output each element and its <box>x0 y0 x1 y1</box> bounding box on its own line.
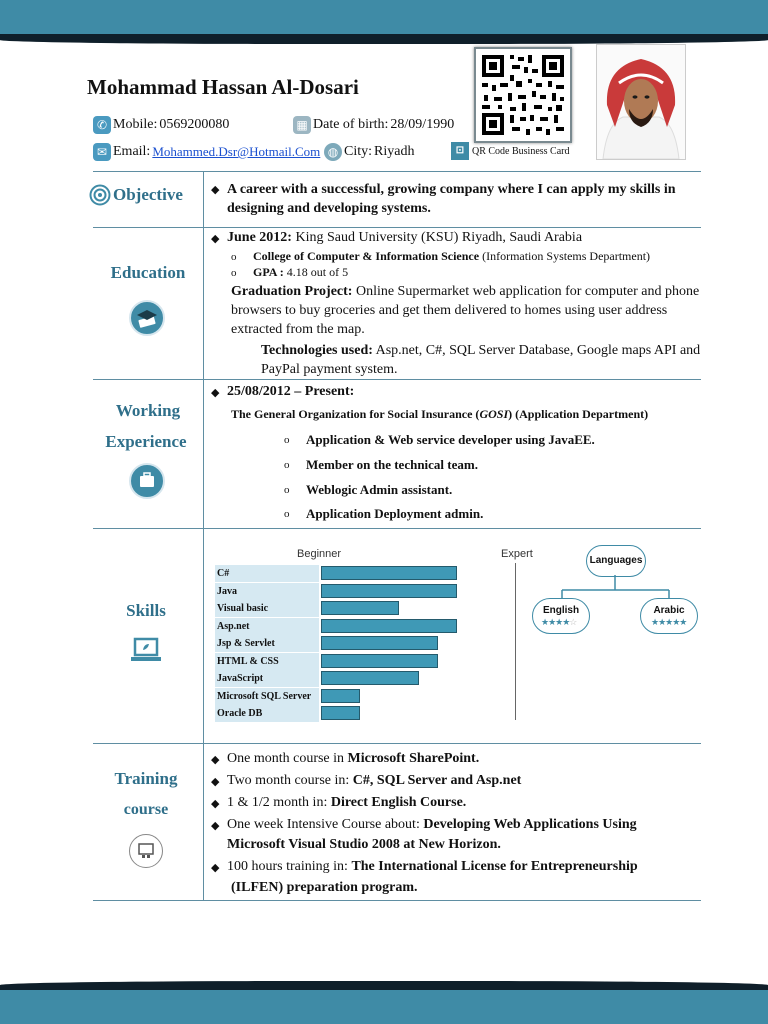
presentation-icon <box>129 834 163 868</box>
globe-icon: ◍ <box>324 143 342 161</box>
graduation-project-text: Online Supermarket web application for computer and phone browsers to buy groceries and get them delivered to homes using user address extracted from the map. <box>231 284 700 337</box>
experience-org-dept: ) (Application Department) <box>508 407 649 421</box>
technologies-label: Technologies used: <box>261 343 373 358</box>
training-item <box>227 793 466 812</box>
training-item-text: Two month course in: <box>227 773 353 788</box>
language-english <box>532 598 590 634</box>
skill-bar <box>321 671 419 685</box>
experience-item: Member on the technical team. <box>306 457 478 472</box>
bullet-diamond: ◆ <box>211 776 220 788</box>
email-row <box>93 143 320 161</box>
calendar-icon: ▦ <box>293 116 311 134</box>
divider <box>93 743 701 744</box>
divider-vertical <box>203 743 204 900</box>
bullet-circle: o <box>231 267 237 279</box>
dob-value: 28/09/1990 <box>390 117 455 132</box>
training-item-bold: Microsoft SharePoint. <box>347 751 480 766</box>
axis-label-beginner: Beginner <box>297 548 342 560</box>
bullet-diamond: ◆ <box>211 184 220 196</box>
graduation-project <box>231 282 703 339</box>
skill-label: Microsoft SQL Server <box>215 688 319 705</box>
laptop-icon <box>130 636 162 669</box>
experience-org-abbr: GOSI <box>479 407 509 421</box>
technologies-used <box>261 341 701 379</box>
target-icon <box>89 184 111 206</box>
phone-icon: ✆ <box>93 116 111 134</box>
skill-label: C# <box>215 565 319 582</box>
education-gpa-value: 4.18 out of 5 <box>286 265 349 279</box>
training-item-text: 1 & 1/2 month in: <box>227 795 331 810</box>
person-name: Mohammad Hassan Al-Dosari <box>87 75 359 99</box>
qr-caption <box>451 142 570 160</box>
bullet-diamond: ◆ <box>211 387 220 399</box>
rating-stars-arabic: ★★★★★ <box>651 617 687 627</box>
divider-vertical <box>203 379 204 528</box>
bullet-circle: o <box>284 508 290 520</box>
dob-row <box>293 116 454 134</box>
training-item-continued: (ILFEN) preparation program. <box>231 880 418 895</box>
language-name: English <box>542 605 580 616</box>
objective-heading <box>89 184 183 206</box>
qr-code-icon <box>476 49 570 141</box>
training-title-1: Training <box>114 769 178 788</box>
person-photo-icon <box>597 45 685 159</box>
mail-icon: ✉ <box>93 143 111 161</box>
skill-label: Visual basic <box>215 600 319 617</box>
experience-item: Application & Web service developer using JavaEE. <box>306 432 595 447</box>
bullet-circle: o <box>284 434 290 446</box>
skill-bar <box>321 584 457 598</box>
skill-label: HTML & CSS <box>215 653 319 670</box>
skill-label: Asp.net <box>215 618 319 635</box>
bullet-diamond: ◆ <box>211 754 220 766</box>
qr-scan-icon: ⊡ <box>451 142 469 160</box>
training-title-2: course <box>123 801 169 818</box>
bullet-circle: o <box>231 251 237 263</box>
experience-org <box>231 405 648 424</box>
divider <box>93 528 701 529</box>
experience-item: Application Deployment admin. <box>306 506 484 521</box>
axis-expert-line <box>515 563 516 720</box>
top-band <box>0 0 768 34</box>
training-item-text: One month course in <box>227 751 348 766</box>
graduation-cap-icon <box>129 300 165 336</box>
language-name: Arabic <box>653 605 685 616</box>
skill-label: Oracle DB <box>215 705 319 722</box>
training-item-text: One week Intensive Course about: <box>227 817 424 832</box>
education-date-line <box>227 228 582 247</box>
divider <box>93 900 701 901</box>
education-gpa-line <box>253 263 348 282</box>
language-arabic <box>640 598 698 634</box>
experience-item: Weblogic Admin assistant. <box>306 482 453 497</box>
skill-bar <box>321 689 360 703</box>
skill-label: JavaScript <box>215 670 319 687</box>
training-item <box>227 771 521 790</box>
skills-title: Skills <box>126 601 166 620</box>
education-college: College of Computer & Information Science <box>253 249 480 263</box>
dob-label: Date of birth: <box>313 117 389 132</box>
divider <box>93 171 701 172</box>
training-item-bold: Direct English Course. <box>330 795 467 810</box>
mobile-label: Mobile: <box>113 117 158 132</box>
mobile-value: 0569200080 <box>159 117 230 132</box>
education-department: (Information Systems Department) <box>479 249 651 263</box>
bottom-band <box>0 990 768 1024</box>
education-title: Education <box>110 263 186 282</box>
bullet-diamond: ◆ <box>211 862 220 874</box>
email-link[interactable]: Mohammed.Dsr@Hotmail.Com <box>152 144 321 159</box>
profile-photo <box>596 44 686 160</box>
qr-code <box>474 47 572 143</box>
qr-caption-text: QR Code Business Card <box>472 145 570 157</box>
bullet-diamond: ◆ <box>211 820 220 832</box>
skill-bar <box>321 566 457 580</box>
mobile-row <box>93 116 229 134</box>
objective-text: A career with a successful, growing company where I can apply my skills in designing and developing systems. <box>227 182 676 216</box>
bullet-diamond: ◆ <box>211 798 220 810</box>
experience-title-1: Working <box>115 401 181 420</box>
skill-bar <box>321 636 438 650</box>
graduation-project-label: Graduation Project: <box>231 284 353 299</box>
experience-date: 25/08/2012 – Present: <box>227 384 355 399</box>
training-item-bold: Developing Web Applications Using <box>423 817 637 832</box>
skill-bar <box>321 706 360 720</box>
city-label: City: <box>344 144 373 159</box>
divider-vertical <box>203 227 204 379</box>
divider-vertical <box>203 171 204 227</box>
training-item-bold: The International License for Entrepreneurship <box>351 859 638 874</box>
skill-label: Jsp & Servlet <box>215 635 319 652</box>
education-school: King Saud University (KSU) Riyadh, Saudi Arabia <box>291 230 583 245</box>
training-item <box>227 749 479 768</box>
bullet-circle: o <box>284 459 290 471</box>
training-item <box>227 815 637 834</box>
briefcase-icon <box>129 463 165 499</box>
skill-label: Java <box>215 583 319 600</box>
education-date: June 2012: <box>227 230 292 245</box>
divider <box>93 379 701 380</box>
experience-title-2: Experience <box>105 432 187 451</box>
experience-org-name: The General Organization for Social Insurance ( <box>231 407 480 421</box>
bullet-diamond: ◆ <box>211 233 220 245</box>
skill-bar <box>321 654 438 668</box>
training-item-continued: Microsoft Visual Studio 2008 at New Horizon. <box>227 837 501 852</box>
city-row <box>324 143 414 161</box>
skill-bar <box>321 619 457 633</box>
education-gpa-label: GPA : <box>253 265 287 279</box>
languages-node: Languages <box>586 545 646 577</box>
skill-bar <box>321 601 399 615</box>
divider-vertical <box>203 528 204 743</box>
objective-title: Objective <box>113 185 183 204</box>
bullet-circle: o <box>284 484 290 496</box>
training-item-bold: C#, SQL Server and Asp.net <box>352 773 522 788</box>
technologies-text: Asp.net, C#, SQL Server Database, Google maps API and PayPal payment system. <box>261 343 701 377</box>
top-band-edge <box>0 34 768 44</box>
email-label: Email: <box>113 144 151 159</box>
training-item-text: 100 hours training in: <box>227 859 352 874</box>
axis-label-expert: Expert <box>501 548 533 560</box>
rating-stars-english: ★★★★☆ <box>541 617 577 627</box>
training-item <box>227 857 638 876</box>
city-value: Riyadh <box>374 144 415 159</box>
